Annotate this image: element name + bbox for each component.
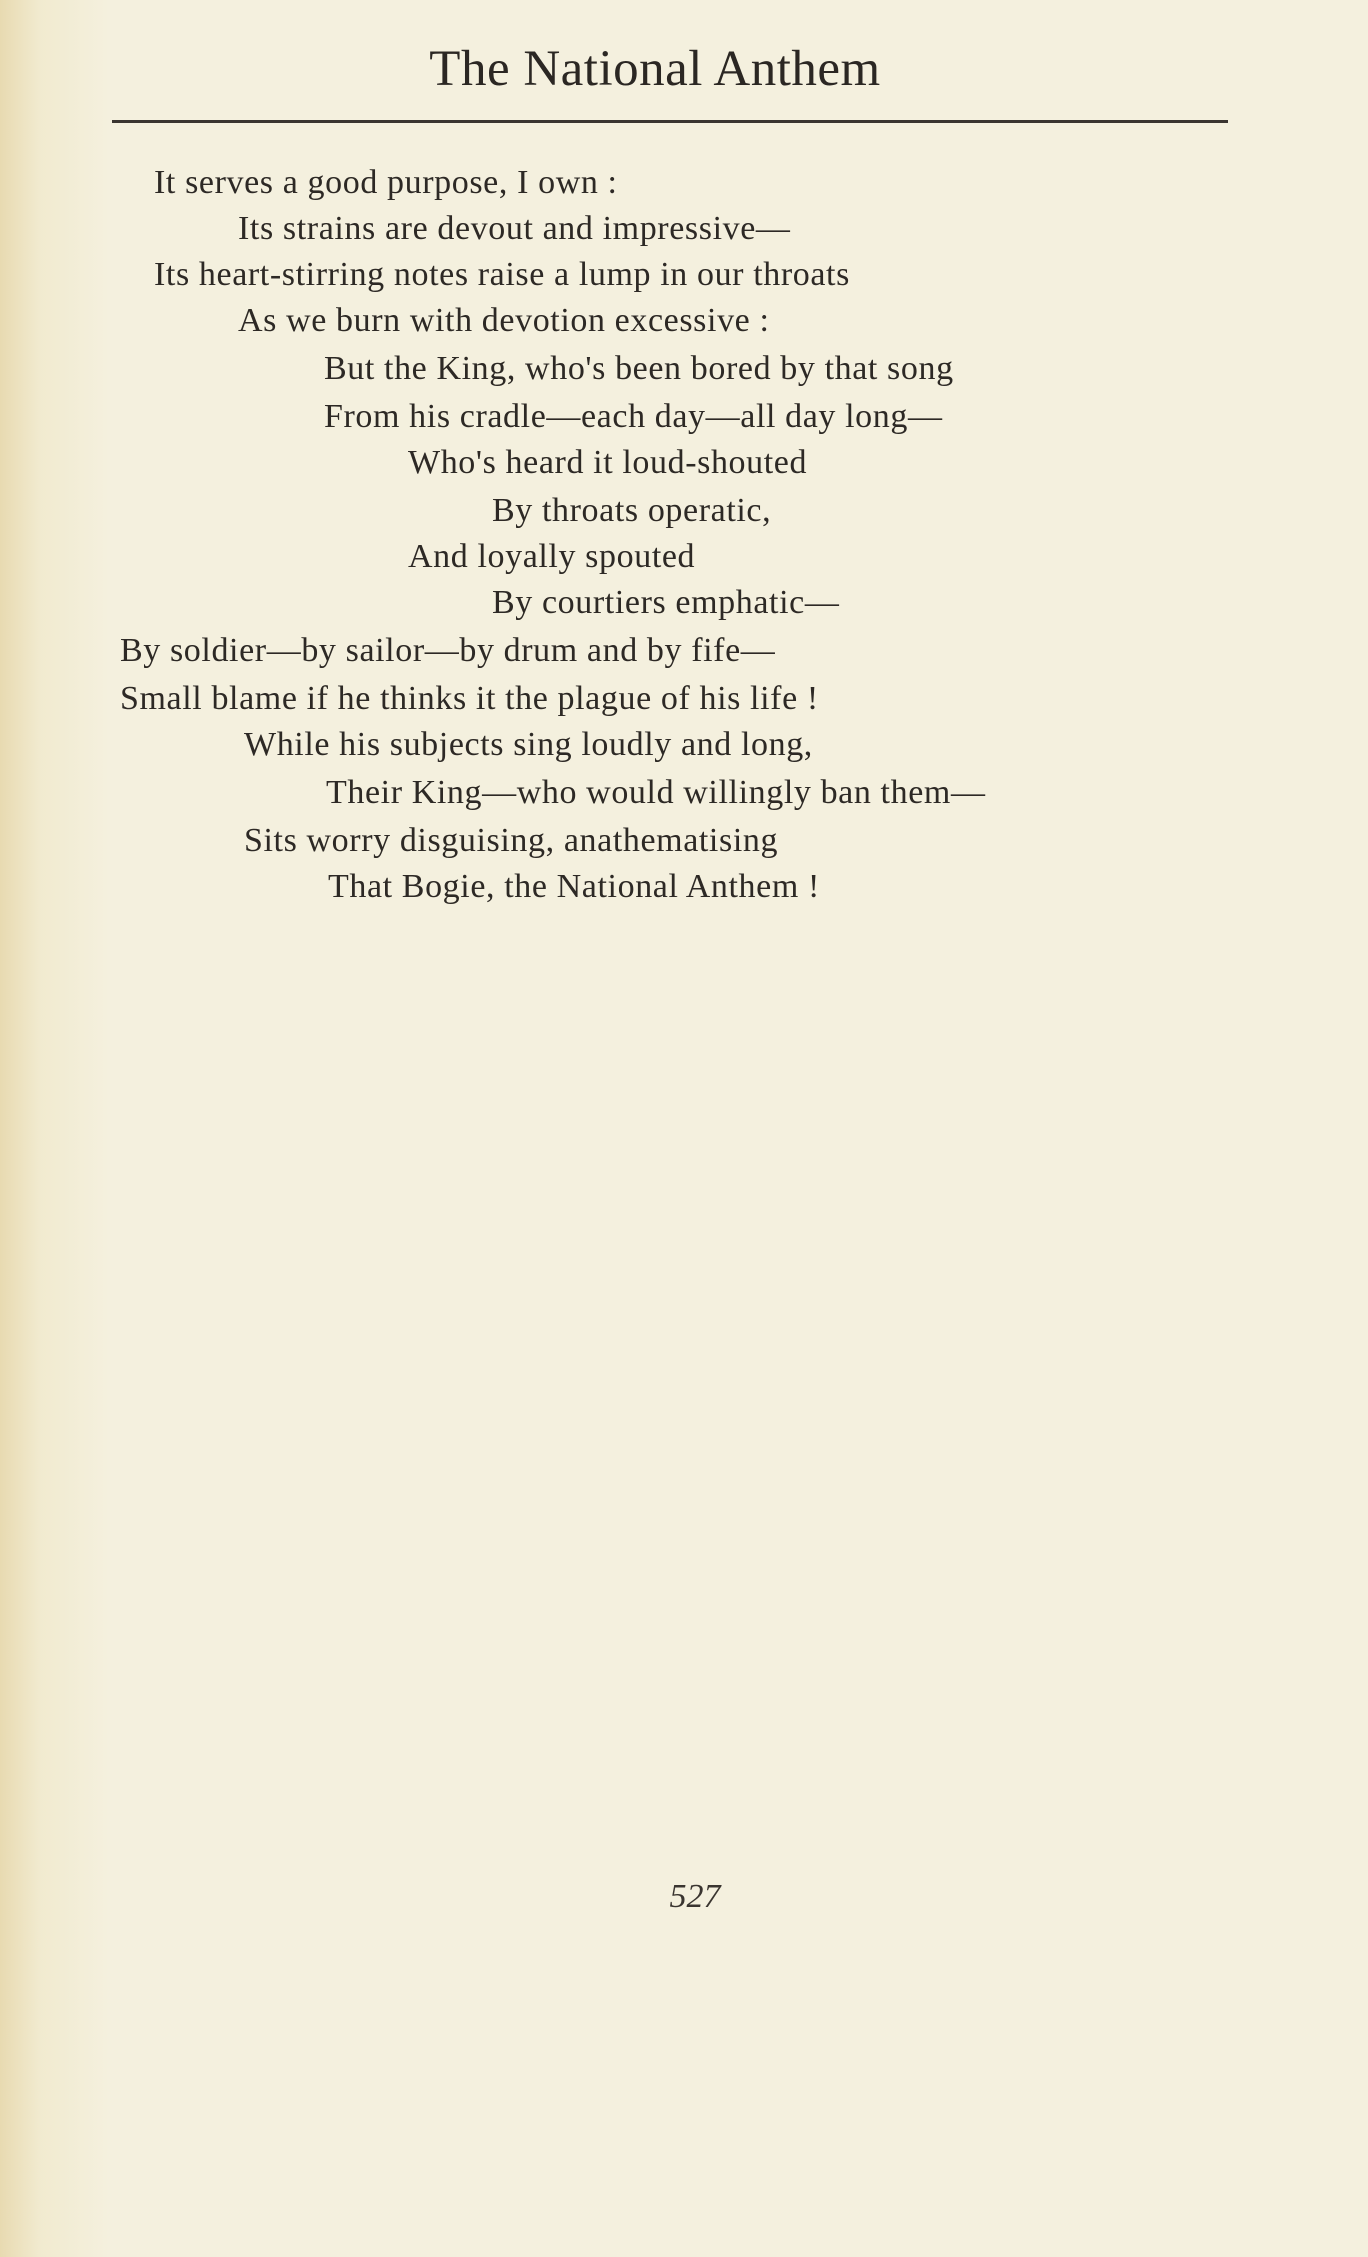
- poem-line: Small blame if he thinks it the plague of his life !: [120, 680, 819, 717]
- poem-line: And loyally spouted: [408, 538, 696, 575]
- poem-line: Sits worry disguising, anathematising: [244, 822, 779, 859]
- running-head: The National Anthem: [429, 41, 881, 97]
- poem-line: By courtiers emphatic—: [492, 584, 840, 621]
- poem-line: Who's heard it loud-shouted: [408, 444, 808, 481]
- poem-line: By throats operatic,: [492, 492, 772, 529]
- poem-line: By soldier—by sailor—by drum and by fife—: [120, 632, 776, 669]
- poem-line: It serves a good purpose, I own :: [154, 164, 618, 201]
- poem-line: But the King, who's been bored by that song: [324, 350, 954, 387]
- poem-line: Its strains are devout and impressive—: [238, 210, 791, 247]
- poem-line: That Bogie, the National Anthem !: [328, 868, 820, 905]
- header-rule: [112, 120, 1228, 123]
- poem-line: Its heart-stirring notes raise a lump in our throats: [154, 256, 850, 293]
- poem-line: Their King—who would willingly ban them—: [326, 774, 986, 811]
- poem-line: While his subjects sing loudly and long,: [244, 726, 813, 763]
- page-number: 527: [669, 1878, 721, 1915]
- poem-line: As we burn with devotion excessive :: [238, 302, 770, 339]
- poem-line: From his cradle—each day—all day long—: [324, 398, 943, 435]
